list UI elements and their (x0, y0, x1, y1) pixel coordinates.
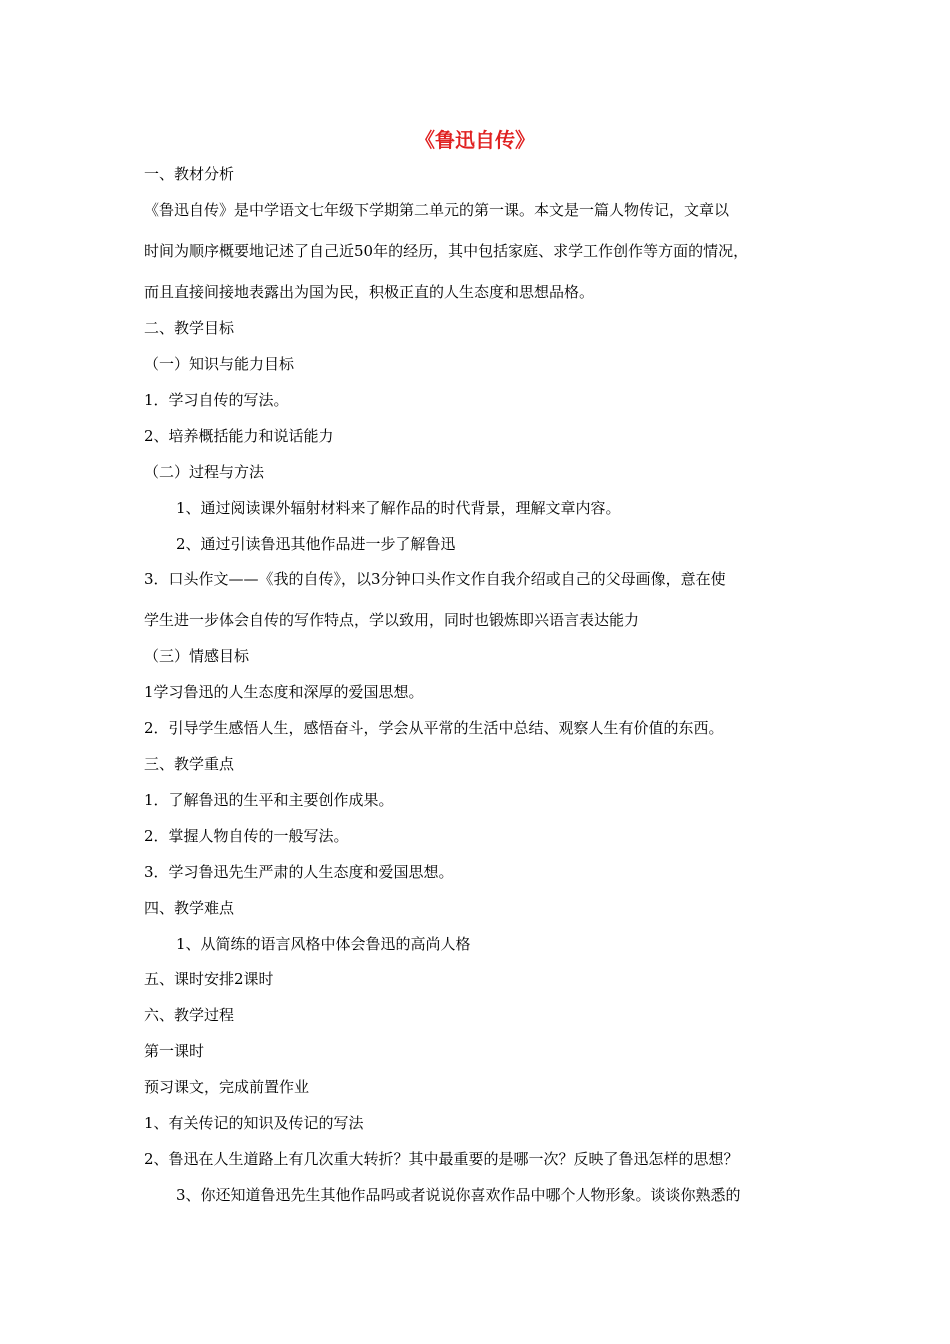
list-item: 2、培养概括能力和说话能力 (144, 427, 334, 445)
paragraph-line: 时间为顺序概要地记述了自己近50年的经历，其中包括家庭、求学工作创作等方面的情况， (144, 242, 749, 260)
paragraph-line: 预习课文，完成前置作业 (144, 1078, 310, 1096)
paragraph-line: 学生进一步体会自传的写作特点，学以致用，同时也锻炼即兴语言表达能力 (144, 611, 640, 629)
list-item: 1、从简练的语言风格中体会鲁迅的高尚人格 (176, 935, 471, 953)
paragraph-line: 而且直接间接地表露出为国为民，积极正直的人生态度和思想品格。 (144, 283, 595, 301)
subsection-heading: （三）情感目标 (144, 647, 250, 665)
section-heading: 三、教学重点 (144, 755, 235, 773)
section-heading: 六、教学过程 (144, 1006, 235, 1024)
list-item: 2．引导学生感悟人生，感悟奋斗，学会从平常的生活中总结、观察人生有价值的东西。 (144, 719, 724, 737)
list-item: 3、你还知道鲁迅先生其他作品吗或者说说你喜欢作品中哪个人物形象。谈谈你熟悉的 (176, 1186, 741, 1204)
list-item: 3．口头作文——《我的自传》，以3分钟口头作文作自我介绍或自己的父母画像，意在使 (144, 570, 726, 588)
list-item: 1、通过阅读课外辐射材料来了解作品的时代背景，理解文章内容。 (176, 499, 621, 517)
subsection-heading: （二）过程与方法 (144, 463, 265, 481)
section-heading: 四、教学难点 (144, 899, 235, 917)
section-heading: 五、课时安排2课时 (144, 970, 274, 988)
section-heading: 一、教材分析 (144, 165, 235, 183)
list-item: 3．学习鲁迅先生严肃的人生态度和爱国思想。 (144, 863, 454, 881)
document-title: 《鲁迅自传》 (415, 128, 535, 152)
list-item: 1学习鲁迅的人生态度和深厚的爱国思想。 (144, 683, 424, 701)
list-item: 1．了解鲁迅的生平和主要创作成果。 (144, 791, 394, 809)
subsection-heading: （一）知识与能力目标 (144, 355, 295, 373)
list-item: 2、鲁迅在人生道路上有几次重大转折？其中最重要的是哪一次？反映了鲁迅怎样的思想？ (144, 1150, 739, 1168)
list-item: 2．掌握人物自传的一般写法。 (144, 827, 349, 845)
subsection-heading: 第一课时 (144, 1042, 205, 1060)
section-heading: 二、教学目标 (144, 319, 235, 337)
paragraph-line: 《鲁迅自传》是中学语文七年级下学期第二单元的第一课。本文是一篇人物传记，文章以 (144, 201, 730, 219)
list-item: 1、有关传记的知识及传记的写法 (144, 1114, 364, 1132)
list-item: 1．学习自传的写法。 (144, 391, 289, 409)
list-item: 2、通过引读鲁迅其他作品进一步了解鲁迅 (176, 535, 456, 553)
